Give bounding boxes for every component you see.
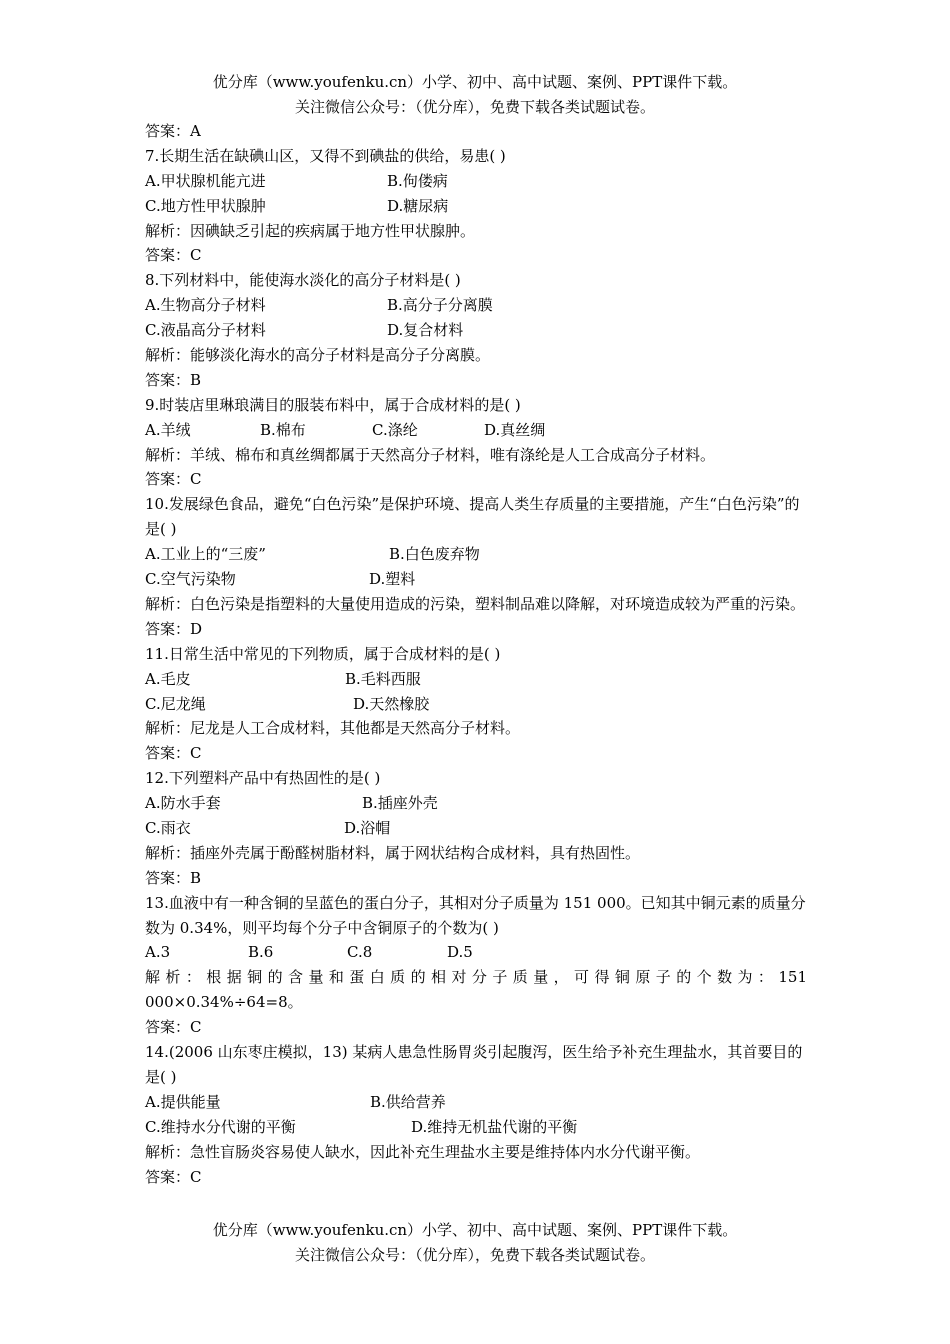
answer-line: 答案：A	[145, 122, 201, 140]
analysis-text: 解析：能够淡化海水的高分子材料是高分子分离膜。	[145, 346, 491, 365]
option-row	[145, 169, 807, 194]
question-stem: 9.时装店里琳琅满目的服装布料中，属于合成材料的是( )	[145, 395, 521, 414]
option-a: A.甲状腺机能亢进	[145, 171, 266, 190]
option-d: D.5	[447, 943, 473, 962]
analysis-text: 解析：因碘缺乏引起的疾病属于地方性甲状腺肿。	[145, 221, 476, 240]
option-row	[145, 692, 807, 717]
question-stem: 8.下列材料中，能使海水淡化的高分子材料是( )	[145, 271, 461, 290]
option-a: A.防水手套	[145, 794, 221, 813]
option-a: A.提供能量	[145, 1092, 221, 1111]
option-row	[145, 1090, 807, 1115]
option-d: D.浴帽	[344, 818, 391, 837]
answer-line: 答案：C	[145, 246, 202, 265]
option-row	[145, 567, 807, 592]
option-c: C.维持水分代谢的平衡	[145, 1117, 296, 1136]
analysis-text: 解析：羊绒、棉布和真丝绸都属于天然高分子材料，唯有涤纶是人工合成高分子材料。	[145, 445, 716, 464]
page-footer	[0, 1218, 950, 1268]
option-a: A.工业上的“三废”	[145, 545, 266, 564]
answer-line: 答案：C	[145, 1018, 202, 1037]
answer-line: 答案：C	[145, 470, 202, 489]
option-a: A.毛皮	[145, 669, 191, 688]
option-d: D.天然橡胶	[353, 694, 430, 713]
option-row	[145, 940, 807, 965]
analysis-text-continued: 000×0.34%÷64=8。	[145, 993, 303, 1012]
answer-line: 答案：C	[145, 1167, 202, 1186]
analysis-text: 解析：尼龙是人工合成材料，其他都是天然高分子材料。	[145, 719, 521, 738]
question-stem: 12.下列塑料产品中有热固性的是( )	[145, 769, 381, 788]
option-b: B.6	[248, 943, 274, 962]
header-line-1: 优分库（www.youfenku.cn）小学、初中、高中试题、案例、PPT课件下载。	[212, 73, 738, 91]
answer-line: 答案：D	[145, 619, 203, 638]
option-a: A.3	[145, 943, 171, 962]
option-row	[145, 542, 807, 567]
option-b: B.插座外壳	[362, 794, 438, 813]
option-b: B.毛料西服	[345, 669, 421, 688]
option-c: C.8	[347, 943, 373, 962]
option-row	[145, 791, 807, 816]
option-c: C.雨衣	[145, 818, 191, 837]
question-stem: 13.血液中有一种含铜的呈蓝色的蛋白分子，其相对分子质量为 151 000。已知其中铜元素的质量分数为 0.34%，则平均每个分子中含铜原子的个数为( )	[145, 893, 806, 937]
option-row	[145, 293, 807, 318]
question-stem: 14.(2006 山东枣庄模拟，13) 某病人患急性肠胃炎引起腹泻，医生给予补充生理盐水，其首要目的是( )	[145, 1043, 803, 1086]
option-row	[145, 318, 807, 343]
answer-line: 答案：B	[145, 868, 202, 887]
footer-line-1: 优分库（www.youfenku.cn）小学、初中、高中试题、案例、PPT课件下载。	[212, 1221, 738, 1239]
option-row	[145, 667, 807, 692]
answer-line: 答案：B	[145, 370, 202, 389]
option-d: D.复合材料	[387, 321, 464, 340]
option-b: B.高分子分离膜	[387, 296, 493, 315]
question-stem: 11.日常生活中常见的下列物质，属于合成材料的是( )	[145, 644, 501, 663]
analysis-text: 解析：白色污染是指塑料的大量使用造成的污染，塑料制品难以降解，对环境造成较为严重的污染。	[145, 594, 806, 613]
option-b: B.供给营养	[370, 1092, 446, 1111]
option-c: C.尼龙绳	[145, 694, 206, 713]
header-line-2: 关注微信公众号：（优分库），免费下载各类试题试卷。	[294, 98, 655, 116]
option-b: B.佝偻病	[387, 171, 448, 190]
option-c: C.涤纶	[372, 420, 418, 439]
analysis-text: 解析：插座外壳属于酚醛树脂材料，属于网状结构合成材料，具有热固性。	[145, 843, 641, 862]
option-d: D.糖尿病	[387, 196, 449, 215]
answer-line: 答案：C	[145, 744, 202, 763]
option-row	[145, 418, 807, 443]
option-row	[145, 194, 807, 219]
analysis-text: 解析：根据铜的含量和蛋白质的相对分子质量，可得铜原子的个数为：151	[145, 968, 807, 987]
question-list	[145, 119, 807, 1189]
option-d: D.维持无机盐代谢的平衡	[411, 1117, 578, 1136]
option-row	[145, 816, 807, 841]
option-a: A.羊绒	[145, 420, 191, 439]
question-stem: 7.长期生活在缺碘山区，又得不到碘盐的供给，易患( )	[145, 146, 506, 165]
option-d: D.真丝绸	[484, 420, 546, 439]
option-c: C.空气污染物	[145, 570, 236, 589]
page-header	[0, 70, 950, 120]
option-c: C.液晶高分子材料	[145, 321, 266, 340]
question-stem: 10.发展绿色食品，避免“白色污染”是保护环境、提高人类生存质量的主要措施，产生“白色污染”的是( )	[145, 495, 800, 539]
option-d: D.塑料	[369, 570, 416, 589]
option-a: A.生物高分子材料	[145, 296, 266, 315]
footer-line-2: 关注微信公众号：（优分库），免费下载各类试题试卷。	[294, 1246, 655, 1264]
analysis-text: 解析：急性盲肠炎容易使人缺水，因此补充生理盐水主要是维持体内水分代谢平衡。	[145, 1142, 701, 1161]
option-c: C.地方性甲状腺肿	[145, 196, 266, 215]
option-row	[145, 1115, 807, 1140]
option-b: B.白色废弃物	[389, 545, 480, 564]
option-b: B.棉布	[260, 420, 306, 439]
